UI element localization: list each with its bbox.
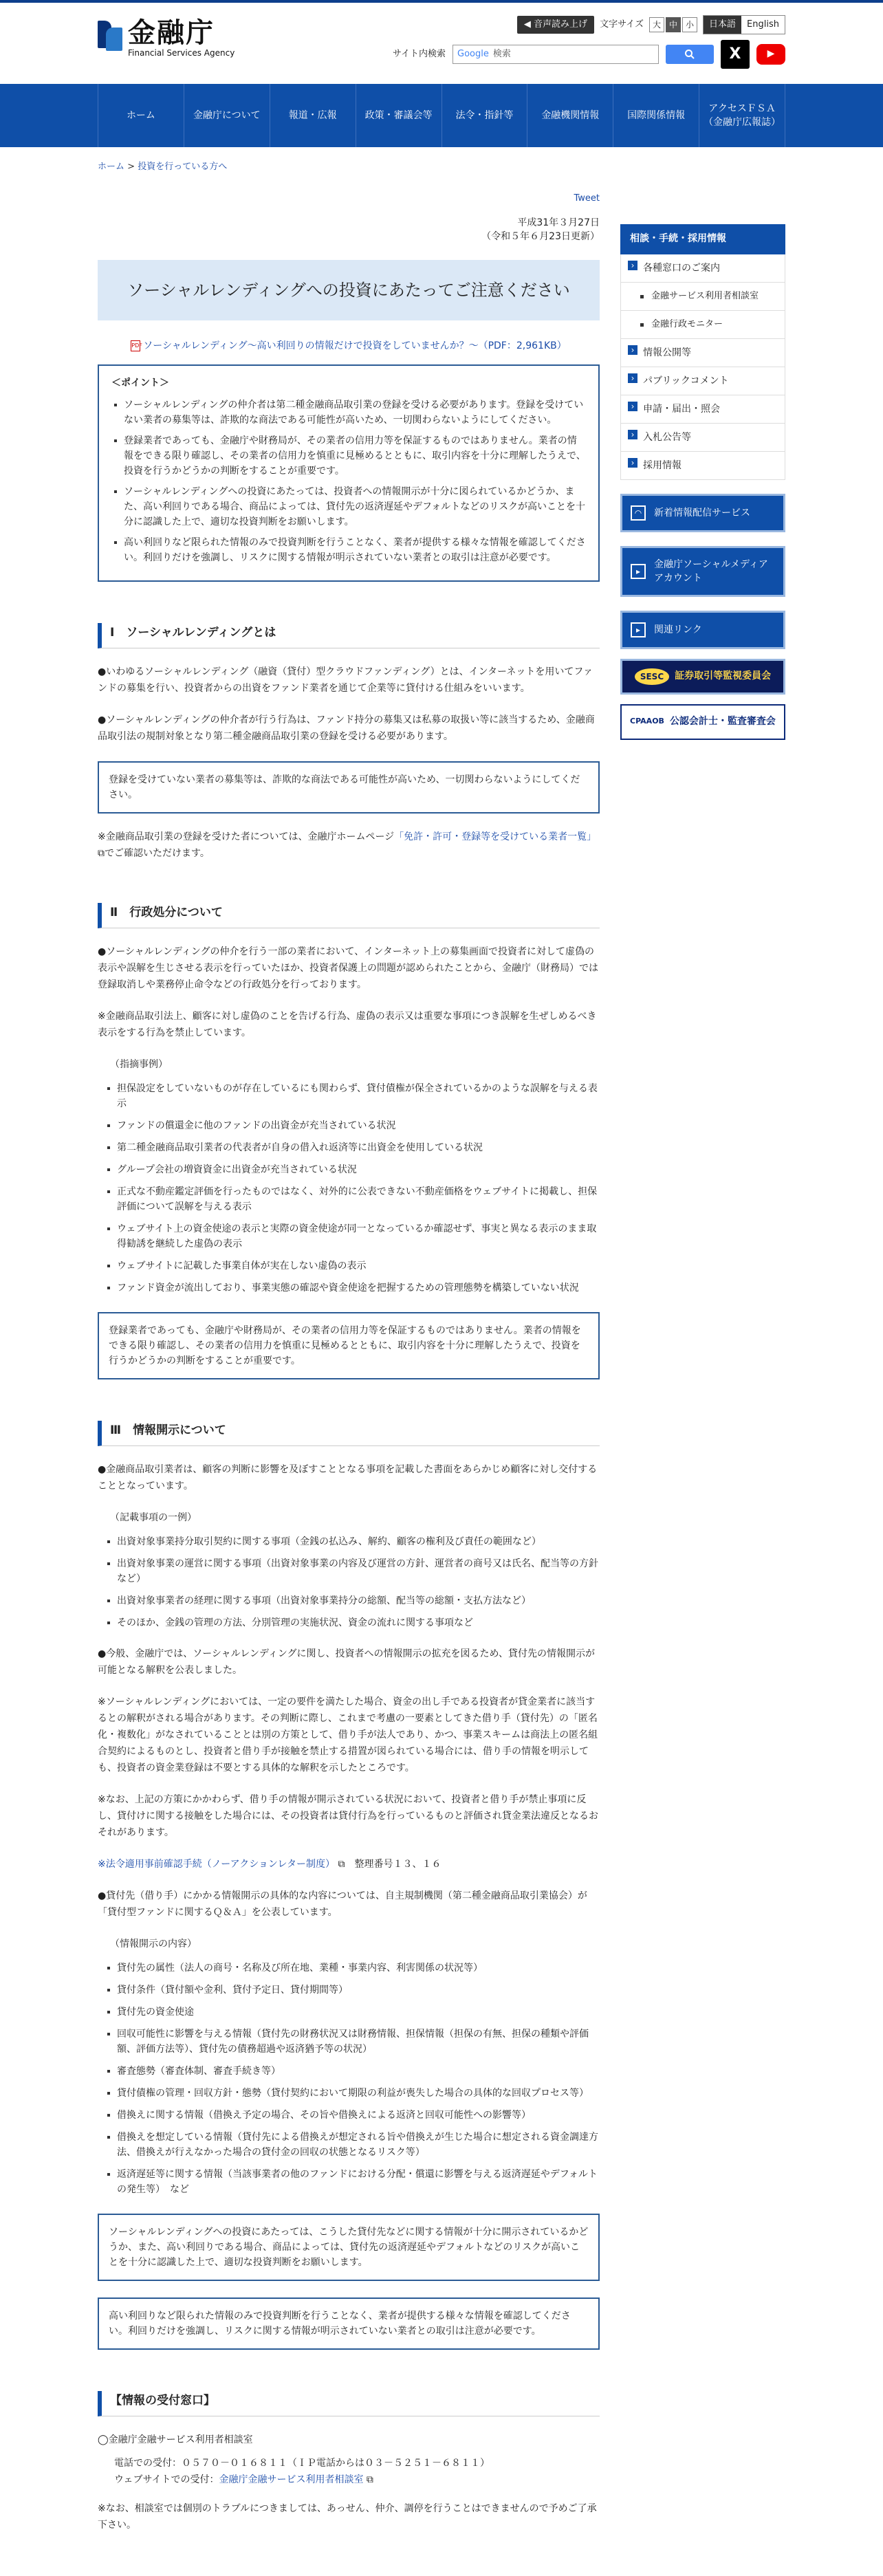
list-item: 出資対象事業持分取引契約に関する事項（金銭の払込み、解約、顧客の権利及び責任の範囲など） [98,1534,600,1549]
s3-paragraph: ※なお、上記の方策にかかわらず、借り手の情報が開示されている状況において、投資者と借り手が禁止事項に反し、貸付けに関する接触をした場合には、その投資者は貸付行為を行っているものと評価され貸金業法違反となるおそれがあります。 [98,1793,598,1838]
search-icon [684,49,695,60]
contact-tel: 電話での受付：０５７０－０１６８１１（ＩＰ電話からは０３－５２５１－６８１１） [114,2457,490,2469]
audio-read-button[interactable]: ◀ 音声読み上げ [517,16,594,34]
s2-paragraph: ●ソーシャルレンディングの仲介を行う一部の業者において、インターネット上の募集画面で投資者に対して虚偽の表示や誤解を生じさせる表示を行っていたほか、投資者保護上の問題が認められたことから、金融庁（財務局）では登録取消しや業務停止命令などの行政処分を行っております。 [98,946,598,990]
header-utilities [517,15,785,34]
point-item: 高い利回りなど限られた情報のみで投資判断を行うことなく、業者が提供する様々な情報を確認してください。利回りだけを強調し、リスクに関する情報が明示されていない業者との取引は注意が必要です。 [111,535,586,565]
s3-paragraph: ※ソーシャルレンディングにおいては、一定の要件を満たした場合、資金の出し手である投資者が貸金業者に該当するとの解釈がされる場合があります。その判断に際し、これまで考慮の一要素としてきた借り手（貸付先）の「匿名化・複数化」がなされていることとは別の方策として、借り手が法人であり、かつ、事業スキームは商法上の匿名組合契約によるものとし、投資者と借り手が接触を禁止する措置が図られている場合には、借り手の情報を明示しても、投資者の資金業登録は不要とする具体的な解釈を示したところです。 [98,1696,598,1773]
lang-english[interactable]: English [747,19,779,30]
global-nav [0,84,883,147]
s3-notice-box: 高い利回りなど限られた情報のみで投資判断を行うことなく、業者が提供する様々な情報を確認してください。利回りだけを強調し、リスクに関する情報が明示されていない業者との取引は注意が必要です。 [98,2297,600,2350]
s3-notice-box: ソーシャルレンディングへの投資にあたっては、こうした貸付先などに関する情報が十分に開示されているかどうか、また、高い利回りである場合、商品によっては、貸付先の返済遅延やデフォルトなどのリスクが高いことを十分に認識した上で、適切な投資判断をお願いします。 [98,2214,600,2281]
sidebar-heading: 相談・手続・採用情報 [620,224,785,254]
nav-institutions[interactable]: 金融機関情報 [527,84,613,147]
s2-cases-list [98,1081,600,1296]
wifi-icon: ◠ [631,505,646,521]
section-heading-1: Ⅰ ソーシャルレンディングとは [98,623,600,648]
consultation-office-link[interactable]: 金融庁金融サービス利用者相談室 [219,2474,364,2485]
search-input[interactable]: Google 検索 [453,45,659,64]
list-item: 第二種金融商品取引業者の代表者が自身の借入れ返済等に出資金を使用している状況 [98,1140,600,1155]
sesc-banner[interactable]: SESC 証券取引等監視委員会 [620,659,785,695]
list-item: 出資対象事業の運営に関する事項（出資対象事業の内容及び運営の方針、運営者の商号又は氏名、配当等の方針など） [98,1556,600,1586]
contact-web: ウェブサイトでの受付：金融庁金融サービス利用者相談室 ⧉ [114,2474,373,2485]
point-item: 登録業者であっても、金融庁や財務局が、その業者の信用力等を保証するものではありません。業者の情報をできる限り確認し、その業者の信用力を慎重に見極めるとともに、取引内容を十分に理解したうえで、投資を行うかどうかの判断をすることが重要です。 [111,433,586,479]
section-heading-contact: 【情報の受付窓口】 [98,2391,600,2416]
main-content [98,147,600,2533]
x-twitter-icon[interactable]: X [721,40,750,69]
social-icon: ▸ [631,564,646,579]
pdf-icon: PDF [131,340,140,351]
font-size-label: 文字サイズ [600,19,644,30]
list-item: 借換えに関する情報（借換え予定の場合、その旨や借換えによる返済と回収可能性への影響等） [98,2108,600,2123]
list-item: 返済遅延等に関する情報（当該事業者の他のファンドにおける分配・償還に影響を与える返済遅延やデフォルトの発生等） など [98,2167,600,2197]
s3-paragraph: ●今般、金融庁では、ソーシャルレンディングに関し、投資者への情報開示の拡充を図るため、貸付先の情報開示が可能となる解釈を公表しました。 [98,1648,595,1676]
font-size-medium[interactable]: 中 [666,17,681,32]
s1-paragraph: ●いわゆるソーシャルレンディング（融資（貸付）型クラウドファンディング）とは、インターネットを用いてファンドの募集を行い、投資者からの出資をファンド業者を通じて企業等に貸付ける仕組みをいいます。 [98,666,593,694]
list-item: 審査態勢（審査体制、審査手続き等） [98,2064,600,2079]
logo-en: Financial Services Agency [128,48,235,58]
font-size-small[interactable]: 小 [682,17,697,32]
breadcrumb-home[interactable]: ホーム [98,162,125,172]
page-title: ソーシャルレンディングへの投資にあたってご注意ください [98,260,600,320]
s3-items-list [98,1534,600,1630]
language-switch [703,15,785,34]
s1-paragraph: ●ソーシャルレンディングの仲介者が行う行為は、ファンド持分の募集又は私募の取扱い等に該当するため、金融商品取引法の規制対象となり第二種金融商品取引業の登録を受ける必要があります。 [98,714,595,742]
sidebar-item-consultation-office[interactable]: 金融サービス利用者相談室 [621,283,785,311]
points-box [98,364,600,582]
s2-paragraph: ※金融商品取引法上、顧客に対し虚偽のことを告げる行為、虚偽の表示又は重要な事項につき誤解を生ぜしめるべき表示をする行為を禁止しています。 [98,1010,597,1038]
social-media-banner[interactable]: ▸ 金融庁ソーシャルメディアアカウント [620,546,785,597]
lang-japanese[interactable]: 日本語 [704,16,741,34]
external-link-icon: ⧉ [335,1858,345,1870]
s2-cases-label: （指摘事例） [110,1058,168,1070]
fsa-logo-mark-icon [98,18,124,52]
tweet-link[interactable]: Tweet [574,193,600,204]
registered-firms-link[interactable]: 「免許・許可・登録等を受けている業者一覧」 [394,831,597,842]
list-item: 貸付条件（貸付額や金利、貸付予定日、貸付期間等） [98,1983,600,1998]
link-icon: ▸ [631,622,646,637]
s1-note: ※金融商品取引業の登録を受けた者については、金融庁ホームページ「免許・許可・登録等を受けている業者一覧」 ⧉でご確認いただけます。 [98,831,597,859]
external-link-icon: ⧉ [98,847,105,859]
s1-warning-box: 登録を受けていない業者の募集等は、詐欺的な商法である可能性が高いため、一切関わらないようにしてください。 [98,761,600,814]
sidebar-item-contact-guide[interactable]: › 各種窓口のご案内 [621,254,785,283]
list-item: グループ会社の増資資金に出資金が充当されている状況 [98,1162,600,1177]
sidebar-item-disclosure[interactable]: › 情報公開等 [621,339,785,367]
related-links-banner[interactable]: ▸ 関連リンク [620,611,785,649]
nav-access-fsa[interactable]: アクセスＦＳＡ（金融庁広報誌） [699,84,785,147]
s3-disclosure-label: （情報開示の内容） [110,1938,197,1950]
s3-disclosure-list [98,1961,600,2197]
s3-items-label: （記載事項の一例） [110,1511,197,1523]
breadcrumb: ホーム > 投資を行っている方へ [98,162,228,172]
list-item: 回収可能性に影響を与える情報（貸付先の財務状況又は財務情報、担保情報（担保の有無、担保の種類や評価額、評価方法等）、貸付先の債務超過や返済猶予等の状況） [98,2027,600,2057]
list-item: 借換えを想定している情報（貸付先による借換えが想定される旨や借換えが生じた場合に想定される資金調達方法、借換えが行えなかった場合の貸付金の回収の状態となるリスク等） [98,2130,600,2160]
s2-notice-box: 登録業者であっても、金融庁や財務局が、その業者の信用力等を保証するものではありません。業者の情報をできる限り確認し、その業者の信用力を慎重に見極めるとともに、取引内容を十分に理解したうえで、投資を行うかどうかの判断をすることが重要です。 [98,1312,600,1379]
sidebar [620,224,785,2533]
sidebar-item-monitor[interactable]: 金融行政モニター [621,311,785,339]
speaker-icon: ◀ [523,19,534,30]
list-item: ウェブサイトに記載した事業自体が実在しない虚偽の表示 [98,1258,600,1274]
publish-dates: 平成31年３月27日 （令和５年６月23日更新） [481,217,600,243]
nav-international[interactable]: 国際関係情報 [613,84,699,147]
pdf-link[interactable]: ソーシャルレンディング～高い利回りの情報だけで投資をしていませんか？～（PDF：2,961KB） [143,340,567,352]
logo-jp: 金融庁 [128,17,215,49]
news-delivery-banner[interactable]: ◠ 新着情報配信サービス [620,494,785,532]
font-size-switch [649,17,697,32]
header-search-row [393,40,785,69]
contact-note: ※なお、相談室では個別のトラブルにつきましては、あっせん、仲介、調停を行うことはできませんので予めご了承下さい。 [98,2502,597,2531]
sesc-logo: SESC [635,668,669,685]
point-item: ソーシャルレンディングへの投資にあたっては、投資者への情報開示が十分に図られているかどうか、また、高い利回りである場合、商品によっては、貸付先の返済遅延やデフォルトなどのリスクが高いことを十分に認識した上で、適切な投資判断をお願いします。 [111,484,586,530]
list-item: 貸付債権の管理・回収方針・態勢（貸付契約において期限の利益が喪失した場合の具体的な回収プロセス等） [98,2086,600,2101]
list-item: 出資対象事業者の経理に関する事項（出資対象事業持分の総額、配当等の総額・支払方法など） [98,1593,600,1608]
list-item: ファンド資金が流出しており、事業実態の確認や資金使途を把握するための管理態勢を構築していない状況 [98,1280,600,1296]
nav-about[interactable]: 金融庁について [184,84,270,147]
google-brand: Google [457,48,489,59]
list-item: 貸付先の資金使途 [98,2005,600,2020]
fsa-logo[interactable] [98,18,235,58]
list-item: ファンドの償還金に他のファンドの出資金が充当されている状況 [98,1118,600,1133]
nav-news[interactable]: 報道・広報 [270,84,356,147]
nav-laws[interactable]: 法令・指針等 [442,84,527,147]
contact-block [98,2432,600,2533]
list-item: 担保設定をしていないものが存在しているにも関わらず、貸付債権が保全されているかのような誤解を与える表示 [98,1081,600,1111]
section-heading-3: Ⅲ 情報開示について [98,1421,600,1446]
points-title: ＜ポイント＞ [111,377,169,389]
s3-paragraph: ●金融商品取引業者は、顧客の判断に影響を及ぼすこととなる事項を記載した書面をあらかじめ顧客に対し交付することとなっています。 [98,1463,598,1492]
youtube-icon[interactable]: ▶ [756,40,785,69]
sidebar-item-recruitment[interactable]: › 採用情報 [621,452,785,480]
list-item: 貸付先の属性（法人の商号・名称及び所在地、業種・事業内容、利害関係の状況等） [98,1961,600,1976]
no-action-letter-row: ※法令適用事前確認手続（ノーアクションレター制度） ⧉ 整理番号１３、１６ [98,1858,442,1870]
site-search-label: サイト内検索 [392,48,446,59]
point-item: ソーシャルレンディングの仲介者は第二種金融商品取引業の登録を受ける必要があります。登録を受けていない業者の募集等は、詐欺的な商法である可能性が高いため、一切関わらないようにしてください。 [111,397,586,428]
breadcrumb-current[interactable]: 投資を行っている方へ [138,162,228,172]
sidebar-item-applications[interactable]: › 申請・届出・照会 [621,395,785,424]
section-heading-2: Ⅱ 行政処分について [98,903,600,928]
no-action-letter-link[interactable]: ※法令適用事前確認手続（ノーアクションレター制度） [98,1858,335,1870]
contact-org: ◯金融庁金融サービス利用者相談室 [98,2434,253,2445]
search-button[interactable] [666,45,714,64]
site-header [98,3,785,84]
sidebar-item-public-comment[interactable]: › パブリックコメント [621,367,785,395]
s3-paragraph: ●貸付先（借り手）にかかる情報開示の具体的な内容については、自主規制機関（第二種金融商品取引業協会）が「貸付型ファンドに関するＱ＆Ａ」を公表しています。 [98,1890,587,1918]
font-size-large[interactable]: 大 [649,17,664,32]
pdf-link-row [98,338,600,355]
list-item: ウェブサイト上の資金使途の表示と実際の資金使途が同一となっているか確認せず、事実と異なる表示のまま取得勧誘を継続した虚偽の表示 [98,1221,600,1252]
list-item: そのほか、金銭の管理の方法、分別管理の実施状況、資金の流れに関する事項など [98,1615,600,1630]
list-item: 正式な不動産鑑定評価を行ったものではなく、対外的に公表できない不動産価格をウェブサイトに掲載し、担保評価について誤解を与える表示 [98,1184,600,1214]
sidebar-item-bidding[interactable]: › 入札公告等 [621,424,785,452]
nav-policy[interactable]: 政策・審議会等 [356,84,442,147]
nav-home[interactable]: ホーム [98,84,184,147]
external-link-icon: ⧉ [363,2474,373,2485]
cpaaob-banner[interactable]: CPAAOB 公認会計士・監査審査会 [620,704,785,740]
cpaaob-logo: CPAAOB [630,717,664,726]
